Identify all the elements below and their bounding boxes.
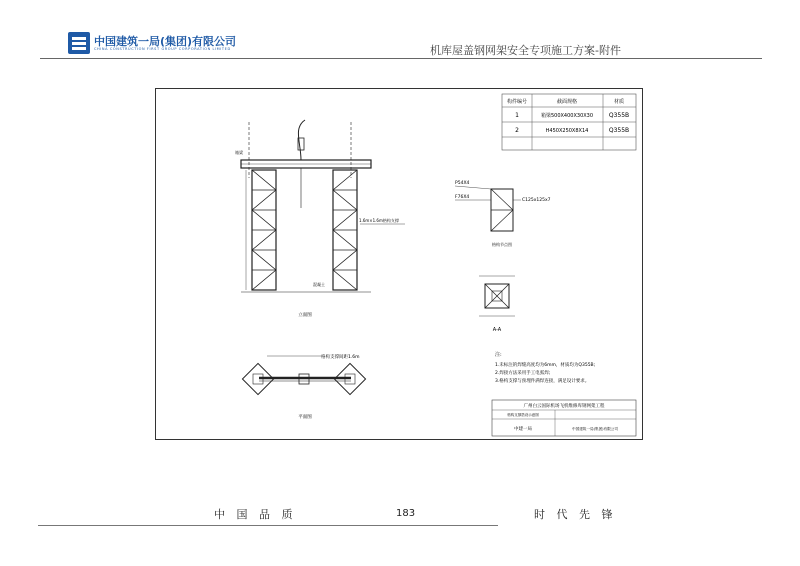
company-name-title-block: 中国建筑一局(集团)有限公司 xyxy=(572,427,618,431)
elevation-caption: 立面图 xyxy=(298,313,312,318)
table-header-id: 构件编号 xyxy=(506,99,528,105)
table-header-material: 材质 xyxy=(613,99,625,105)
f-label: F76X4 xyxy=(455,195,470,200)
company-name-en: CHINA CONSTRUCTION FIRST GROUP CORPORATION LIMITED xyxy=(94,47,231,51)
drawing-name: 格构支撑搭设示意图 xyxy=(507,413,539,417)
ground-label: 混凝土 xyxy=(313,282,325,287)
beam-label: 箱梁 xyxy=(235,150,243,155)
project-name: 广州白云国际机场飞机维修库钢网架工程 xyxy=(523,404,605,409)
page-number: 183 xyxy=(396,508,416,519)
company-logo-icon xyxy=(68,32,90,54)
org-name: 中建一局 xyxy=(514,427,532,432)
section-caption: A-A xyxy=(492,327,502,333)
plan-caption: 平面图 xyxy=(298,415,312,420)
note-line: 3.格构支撑与预埋件满焊连接，满足设计要求。 xyxy=(495,379,590,384)
brace-label: 1.6m×1.6m格构支撑 xyxy=(359,218,399,223)
header-divider xyxy=(40,58,762,59)
plan-note: 格构支撑间距1.6m xyxy=(321,355,360,360)
table-cell: 1 xyxy=(515,112,519,119)
c-label: C125x125x7 xyxy=(522,198,551,203)
document-title: 机库屋盖钢网架安全专项施工方案-附件 xyxy=(430,44,621,57)
footer-divider xyxy=(38,525,498,526)
drawing-frame xyxy=(156,89,643,440)
note-line: 1.未标注的焊缝高度均为6mm，材质均为Q355B; xyxy=(495,363,596,368)
company-name: 中国建筑一局(集团)有限公司 xyxy=(94,35,237,48)
note-line: 2.焊接方法采用手工电弧焊; xyxy=(495,371,551,376)
table-header-spec: 截面规格 xyxy=(556,99,578,105)
footer-slogan-right: 时 代 先 锋 xyxy=(534,508,617,521)
table-cell: 2 xyxy=(515,127,519,134)
detail-caption: 格构节点图 xyxy=(492,242,512,247)
notes-title: 注: xyxy=(495,352,502,358)
engineering-drawing xyxy=(155,88,643,440)
p-label: P54X4 xyxy=(455,181,470,186)
table-cell: Q355B xyxy=(608,127,630,134)
table-cell: Q355B xyxy=(608,112,630,119)
footer-slogan-left: 中 国 品 质 xyxy=(214,508,297,521)
table-cell: 箱梁500X400X30X30 xyxy=(540,113,594,119)
table-cell: H450X250X8X14 xyxy=(545,128,589,134)
